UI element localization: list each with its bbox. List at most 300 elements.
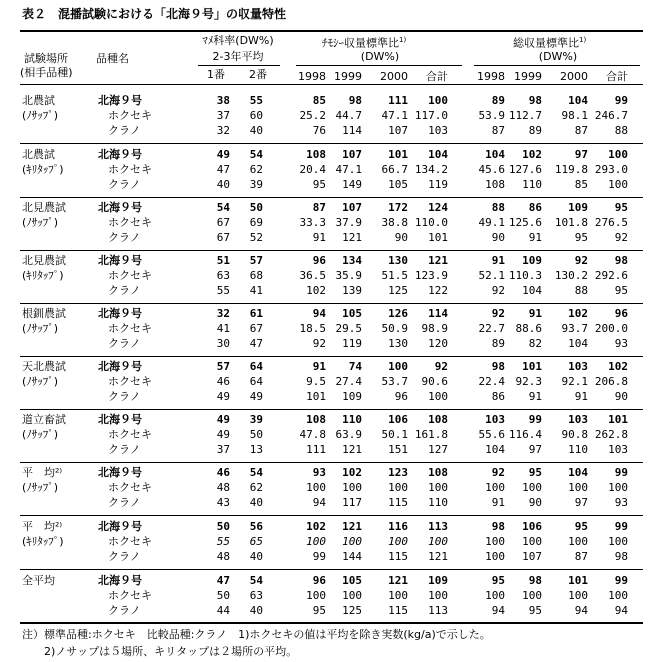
site-name: 北農試 (22, 94, 55, 107)
table-cell: 91 (312, 231, 326, 244)
table-cell: 106 (522, 520, 542, 533)
variety-name: クラノ (108, 390, 141, 403)
variety-name: 北海９号 (98, 94, 142, 107)
table-cell: 106 (388, 413, 408, 426)
table-cell: 124 (428, 201, 448, 214)
table-cell: 91 (528, 231, 542, 244)
table-cell: 293.0 (594, 163, 628, 176)
table-cell: 100 (568, 589, 588, 602)
table-cell: 47 (216, 574, 230, 587)
table-cell: 149 (342, 178, 362, 191)
top-rule (20, 30, 643, 32)
table-cell: 125.6 (508, 216, 542, 229)
partner-variety: (ﾉｻｯﾌﾟ) (22, 375, 59, 388)
table-cell: 90 (614, 390, 628, 403)
table-cell: 100 (388, 481, 408, 494)
table-cell: 69 (249, 216, 263, 229)
table-cell: 101 (568, 574, 588, 587)
table-cell: 100 (388, 360, 408, 373)
partner-variety: (ﾉｻｯﾌﾟ) (22, 481, 59, 494)
table-cell: 63.9 (335, 428, 362, 441)
table-cell: 92 (614, 231, 628, 244)
table-cell: 63 (216, 269, 230, 282)
table-cell: 99 (614, 94, 628, 107)
header-year: 合計 (426, 70, 448, 83)
table-cell: 86 (491, 390, 505, 403)
table-cell: 130.2 (554, 269, 588, 282)
table-cell: 110 (568, 443, 588, 456)
variety-name: クラノ (108, 443, 141, 456)
variety-name: クラノ (108, 178, 141, 191)
header-timothy-sup: 1) (399, 36, 407, 44)
header-variety: 品種名 (96, 52, 129, 65)
table-cell: 87 (574, 124, 588, 137)
variety-name: 北海９号 (98, 520, 142, 533)
variety-name: 北海９号 (98, 360, 142, 373)
header-year: 1998 (477, 70, 505, 83)
table-cell: 54 (249, 574, 263, 587)
table-cell: 40 (249, 496, 263, 509)
table-cell: 92 (434, 360, 448, 373)
table-cell: 100 (342, 589, 362, 602)
table-cell: 39 (249, 178, 263, 191)
header-site-line1: 試験場所 (24, 52, 68, 65)
table-cell: 90.6 (421, 375, 448, 388)
table-cell: 103 (568, 413, 588, 426)
table-cell: 49 (249, 390, 263, 403)
table-cell: 100 (608, 148, 628, 161)
table-cell: 96 (312, 574, 326, 587)
table-cell: 100 (388, 535, 408, 548)
table-cell: 37 (216, 109, 230, 122)
table-cell: 30 (216, 337, 230, 350)
table-cell: 90 (491, 231, 505, 244)
partner-variety: (ｷﾘﾀｯﾌﾟ) (22, 535, 64, 548)
table-cell: 119.8 (554, 163, 588, 176)
table-cell: 107 (522, 550, 542, 563)
table-cell: 49 (216, 413, 230, 426)
variety-name: ホクセキ (108, 109, 152, 122)
table-cell: 40 (249, 604, 263, 617)
table-cell: 40 (249, 124, 263, 137)
table-cell: 67 (216, 216, 230, 229)
header-total (513, 34, 586, 50)
header-total-label: 総収量標準比 (513, 36, 579, 50)
table-cell: 98 (528, 574, 542, 587)
table-cell: 100 (568, 481, 588, 494)
table-cell: 94 (574, 604, 588, 617)
table-cell: 102 (342, 466, 362, 479)
table-cell: 25.2 (299, 109, 326, 122)
table-cell: 105 (342, 307, 362, 320)
table-cell: 97 (574, 496, 588, 509)
table-cell: 50 (216, 520, 230, 533)
table-cell: 95 (528, 604, 542, 617)
table-cell: 51 (216, 254, 230, 267)
table-cell: 90.8 (561, 428, 588, 441)
table-cell: 92.3 (515, 375, 542, 388)
table-cell: 46 (216, 375, 230, 388)
table-cell: 123.9 (414, 269, 448, 282)
table-cell: 98 (528, 94, 542, 107)
table-cell: 102 (522, 148, 542, 161)
table-cell: 55 (249, 94, 263, 107)
table-cell: 46 (216, 466, 230, 479)
table-cell: 88 (614, 124, 628, 137)
table-cell: 89 (491, 94, 505, 107)
table-cell: 119 (342, 337, 362, 350)
variety-name: ホクセキ (108, 269, 152, 282)
table-cell: 47.8 (299, 428, 326, 441)
table-cell: 100 (522, 481, 542, 494)
table-cell: 114 (342, 124, 362, 137)
table-cell: 292.6 (594, 269, 628, 282)
table-cell: 104 (568, 94, 588, 107)
table-cell: 52 (249, 231, 263, 244)
table-cell: 110.0 (414, 216, 448, 229)
mame-rule (198, 65, 280, 66)
table-cell: 13 (249, 443, 263, 456)
table-cell: 107 (388, 124, 408, 137)
site-name: 北見農試 (22, 201, 66, 214)
table-cell: 108 (485, 178, 505, 191)
header-year: 2000 (560, 70, 588, 83)
table-cell: 98 (614, 254, 628, 267)
table-cell: 48 (216, 481, 230, 494)
table-cell: 44.7 (335, 109, 362, 122)
table-cell: 125 (342, 604, 362, 617)
table-cell: 55 (216, 284, 230, 297)
table-cell: 130 (388, 337, 408, 350)
table-cell: 87 (491, 124, 505, 137)
table-cell: 100 (568, 535, 588, 548)
table-cell: 108 (428, 413, 448, 426)
table-cell: 51.5 (381, 269, 408, 282)
variety-name: 北海９号 (98, 201, 142, 214)
header-bottom-rule (20, 84, 643, 85)
header-timothy-dw: (DW%) (360, 50, 400, 63)
table-cell: 126 (388, 307, 408, 320)
table-cell: 32 (216, 307, 230, 320)
table-cell: 50 (216, 589, 230, 602)
table-cell: 54 (216, 201, 230, 214)
table-cell: 100 (485, 550, 505, 563)
variety-name: クラノ (108, 604, 141, 617)
table-cell: 98 (614, 550, 628, 563)
table-cell: 49 (216, 148, 230, 161)
table-cell: 93.7 (561, 322, 588, 335)
table-cell: 139 (342, 284, 362, 297)
timothy-rule (296, 65, 462, 66)
table-cell: 100 (428, 94, 448, 107)
table-cell: 85 (312, 94, 326, 107)
table-cell: 91 (528, 390, 542, 403)
table-cell: 89 (528, 124, 542, 137)
table-cell: 127 (428, 443, 448, 456)
table-cell: 55.6 (478, 428, 505, 441)
table-cell: 97 (528, 443, 542, 456)
table-cell: 102 (608, 360, 628, 373)
table-cell: 116.4 (508, 428, 542, 441)
table-cell: 113 (428, 604, 448, 617)
table-cell: 22.4 (478, 375, 505, 388)
table-cell: 49.1 (478, 216, 505, 229)
table-cell: 100 (428, 535, 448, 548)
variety-name: クラノ (108, 124, 141, 137)
table-cell: 121 (342, 231, 362, 244)
table-cell: 130 (388, 254, 408, 267)
site-name: 平 均²⁾ (22, 520, 63, 533)
table-cell: 104 (485, 443, 505, 456)
table-cell: 115 (388, 550, 408, 563)
table-cell: 121 (428, 254, 448, 267)
group-divider (20, 409, 643, 410)
table-cell: 44 (216, 604, 230, 617)
table-cell: 206.8 (594, 375, 628, 388)
table-cell: 100 (522, 535, 542, 548)
table-cell: 100 (485, 481, 505, 494)
table-cell: 18.5 (299, 322, 326, 335)
table-cell: 38.8 (381, 216, 408, 229)
table-cell: 134 (342, 254, 362, 267)
table-cell: 53.9 (478, 109, 505, 122)
table-cell: 29.5 (335, 322, 362, 335)
variety-name: ホクセキ (108, 428, 152, 441)
table-cell: 90 (394, 231, 408, 244)
header-year: 1999 (334, 70, 362, 83)
partner-variety: (ｷﾘﾀｯﾌﾟ) (22, 163, 64, 176)
table-cell: 114 (428, 307, 448, 320)
table-cell: 113 (428, 520, 448, 533)
variety-name: ホクセキ (108, 322, 152, 335)
variety-name: ホクセキ (108, 163, 152, 176)
table-cell: 22.7 (478, 322, 505, 335)
header-timothy-label: ﾁﾓｼｰ収量標準比 (322, 36, 399, 50)
table-cell: 94 (312, 496, 326, 509)
table-cell: 104 (568, 337, 588, 350)
table-cell: 119 (428, 178, 448, 191)
table-cell: 100 (428, 589, 448, 602)
variety-name: ホクセキ (108, 375, 152, 388)
group-divider (20, 462, 643, 463)
header-mame-sub: 2-3年平均 (212, 50, 264, 63)
table-cell: 110.3 (508, 269, 542, 282)
header-timothy (322, 34, 406, 50)
table-cell: 120 (428, 337, 448, 350)
table-cell: 121 (388, 574, 408, 587)
table-cell: 85 (574, 178, 588, 191)
table-cell: 109 (568, 201, 588, 214)
table-cell: 108 (306, 148, 326, 161)
table-cell: 36.5 (299, 269, 326, 282)
table-cell: 144 (342, 550, 362, 563)
table-cell: 62 (249, 163, 263, 176)
table-cell: 98.1 (561, 109, 588, 122)
table-cell: 246.7 (594, 109, 628, 122)
table-cell: 123 (388, 466, 408, 479)
variety-name: ホクセキ (108, 535, 152, 548)
table-cell: 47 (216, 163, 230, 176)
table-cell: 94 (312, 307, 326, 320)
site-name: 北農試 (22, 148, 55, 161)
table-cell: 116 (388, 520, 408, 533)
group-divider (20, 515, 643, 516)
table-cell: 103 (608, 443, 628, 456)
group-divider (20, 569, 643, 570)
table-cell: 110 (342, 413, 362, 426)
table-cell: 105 (342, 574, 362, 587)
table-cell: 9.5 (306, 375, 326, 388)
table-cell: 100 (608, 178, 628, 191)
table-cell: 100 (342, 535, 362, 548)
table-cell: 100 (342, 481, 362, 494)
table-cell: 50.9 (381, 322, 408, 335)
table-cell: 110 (522, 178, 542, 191)
table-cell: 20.4 (299, 163, 326, 176)
table-cell: 110 (428, 496, 448, 509)
variety-name: 北海９号 (98, 466, 142, 479)
table-cell: 87 (574, 550, 588, 563)
table-cell: 93 (312, 466, 326, 479)
table-cell: 37.9 (335, 216, 362, 229)
table-cell: 104 (568, 466, 588, 479)
table-cell: 100 (428, 390, 448, 403)
variety-name: ホクセキ (108, 216, 152, 229)
table-cell: 103 (428, 124, 448, 137)
table-title: 表２ 混播試験における「北海９号」の収量特性 (22, 7, 287, 21)
header-total-sup: 1) (579, 36, 587, 44)
site-name: 北見農試 (22, 254, 66, 267)
table-cell: 54 (249, 466, 263, 479)
table-cell: 121 (428, 550, 448, 563)
table-cell: 91 (491, 254, 505, 267)
table-cell: 99 (614, 574, 628, 587)
table-cell: 74 (348, 360, 362, 373)
table-cell: 92.1 (561, 375, 588, 388)
header-ban1: 1番 (207, 68, 225, 81)
table-cell: 99 (528, 413, 542, 426)
variety-name: クラノ (108, 550, 141, 563)
header-ban2: 2番 (249, 68, 267, 81)
table-cell: 60 (249, 109, 263, 122)
table-cell: 101 (388, 148, 408, 161)
table-cell: 95 (574, 520, 588, 533)
table-cell: 98 (491, 360, 505, 373)
partner-variety: (ｷﾘﾀｯﾌﾟ) (22, 269, 64, 282)
variety-name: 北海９号 (98, 254, 142, 267)
table-cell: 95 (312, 178, 326, 191)
table-cell: 100 (608, 481, 628, 494)
table-cell: 104 (522, 284, 542, 297)
table-cell: 172 (388, 201, 408, 214)
table-cell: 67 (249, 322, 263, 335)
header-mame-ratio: ﾏﾒ科率(DW%) (202, 34, 274, 47)
table-cell: 64 (249, 360, 263, 373)
table-cell: 94 (614, 604, 628, 617)
table-cell: 96 (394, 390, 408, 403)
table-cell: 62 (249, 481, 263, 494)
table-cell: 100 (608, 589, 628, 602)
table-cell: 115 (388, 604, 408, 617)
table-cell: 91 (528, 307, 542, 320)
table-cell: 95 (528, 466, 542, 479)
table-cell: 49 (216, 390, 230, 403)
table-cell: 40 (216, 178, 230, 191)
variety-name: クラノ (108, 231, 141, 244)
table-cell: 45.6 (478, 163, 505, 176)
site-name: 道立畜試 (22, 413, 66, 426)
table-cell: 95 (574, 231, 588, 244)
table-cell: 38 (216, 94, 230, 107)
header-year: 合計 (606, 70, 628, 83)
table-cell: 35.9 (335, 269, 362, 282)
table-cell: 49 (216, 428, 230, 441)
variety-name: ホクセキ (108, 589, 152, 602)
table-cell: 111 (388, 94, 408, 107)
table-cell: 96 (312, 254, 326, 267)
table-cell: 107 (342, 201, 362, 214)
table-cell: 109 (342, 390, 362, 403)
table-cell: 100 (522, 589, 542, 602)
table-cell: 56 (249, 520, 263, 533)
table-cell: 68 (249, 269, 263, 282)
variety-name: ホクセキ (108, 481, 152, 494)
header-total-dw: (DW%) (538, 50, 578, 63)
table-cell: 90 (528, 496, 542, 509)
table-cell: 111 (306, 443, 326, 456)
group-divider (20, 250, 643, 251)
table-cell: 98 (348, 94, 362, 107)
table-cell: 93 (614, 496, 628, 509)
table-cell: 105 (388, 178, 408, 191)
table-cell: 63 (249, 589, 263, 602)
partner-variety: (ﾉｻｯﾌﾟ) (22, 322, 59, 335)
table-cell: 100 (388, 589, 408, 602)
table-cell: 99 (614, 520, 628, 533)
table-cell: 27.4 (335, 375, 362, 388)
footnote-1: 注）標準品種:ホクセキ 比較品種:クラノ 1)ホクセキの値は平均を除き実数(kg/a)で示した。 (22, 628, 491, 641)
table-cell: 67 (216, 231, 230, 244)
table-cell: 100 (306, 481, 326, 494)
header-year: 1999 (514, 70, 542, 83)
table-cell: 41 (216, 322, 230, 335)
footnote-2: 2)ノサップは５場所、キリタップは２場所の平均。 (22, 645, 298, 658)
table-cell: 101.8 (554, 216, 588, 229)
table-cell: 100 (306, 535, 326, 548)
table-cell: 88 (574, 284, 588, 297)
table-cell: 65 (249, 535, 263, 548)
table-cell: 102 (306, 520, 326, 533)
table-cell: 125 (388, 284, 408, 297)
table-cell: 92 (312, 337, 326, 350)
table-cell: 47.1 (335, 163, 362, 176)
table-cell: 95 (614, 201, 628, 214)
table-cell: 100 (428, 481, 448, 494)
table-cell: 121 (342, 520, 362, 533)
table-cell: 54 (249, 148, 263, 161)
table-cell: 276.5 (594, 216, 628, 229)
group-divider (20, 356, 643, 357)
table-cell: 40 (249, 550, 263, 563)
bottom-rule (20, 622, 643, 624)
table-cell: 96 (614, 307, 628, 320)
table-cell: 43 (216, 496, 230, 509)
total-rule (474, 65, 640, 66)
table-cell: 108 (306, 413, 326, 426)
table-cell: 92 (491, 466, 505, 479)
table-cell: 55 (216, 535, 230, 548)
table-cell: 91 (574, 390, 588, 403)
